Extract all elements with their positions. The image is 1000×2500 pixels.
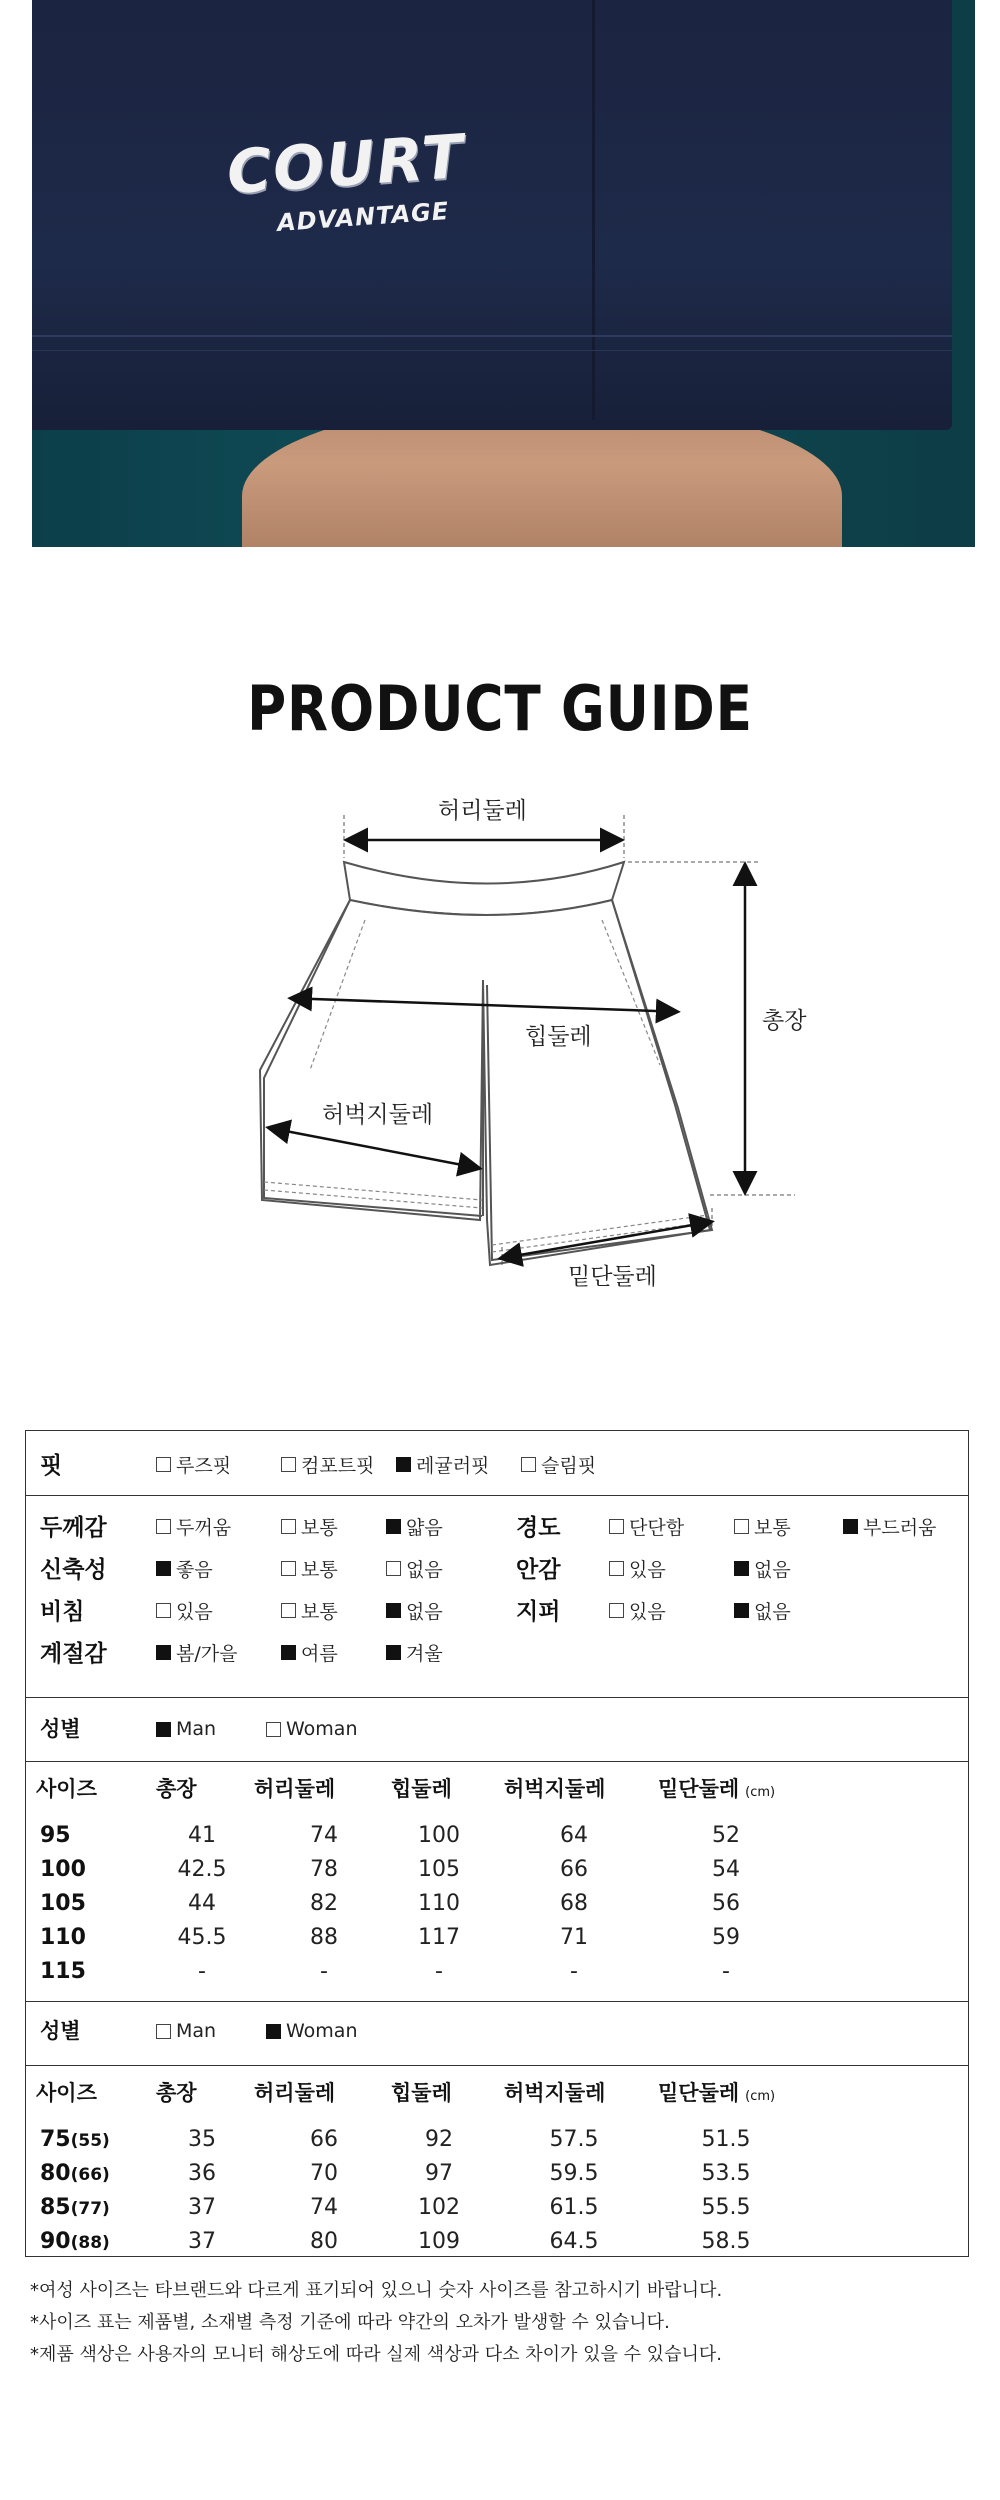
size-value-cell: 36 <box>188 2161 216 2186</box>
advantage-logo: ADVANTAGE <box>276 197 451 237</box>
attr-label-lining: 안감 <box>516 1557 561 1583</box>
checkbox-icon <box>156 1603 171 1618</box>
size-value-cell: 70 <box>310 2161 338 2186</box>
divider <box>26 1495 968 1496</box>
checkbox-checked-icon <box>266 2024 281 2039</box>
attr-option: 있음 <box>156 1597 213 1624</box>
waist-label: 허리둘레 <box>438 798 527 824</box>
gender-label-men: 성별 <box>40 1717 81 1741</box>
attr-label-hardness: 경도 <box>516 1515 561 1541</box>
size-value-cell: 109 <box>418 2229 460 2254</box>
attr-option: 부드러움 <box>843 1513 936 1540</box>
size-value-cell: 44 <box>188 1891 216 1916</box>
gender-option-woman: Woman <box>266 2020 358 2042</box>
checkbox-checked-icon <box>156 1722 171 1737</box>
checkbox-checked-icon <box>843 1519 858 1534</box>
size-value-cell: - <box>570 1959 578 1984</box>
size-label: 75(55) <box>40 2127 110 2152</box>
fit-option-loose: 루즈핏 <box>156 1451 231 1478</box>
size-value-cell: 64.5 <box>549 2229 599 2254</box>
attr-option: 있음 <box>609 1597 666 1624</box>
size-value-cell: 110 <box>418 1891 460 1916</box>
checkbox-icon <box>609 1519 624 1534</box>
header-waist: 허리둘레 <box>254 2081 336 2105</box>
size-value-cell: 66 <box>310 2127 338 2152</box>
size-value-cell: 37 <box>188 2195 216 2220</box>
checkbox-checked-icon <box>156 1645 171 1660</box>
attr-option: 보통 <box>281 1513 338 1540</box>
size-value-cell: 92 <box>425 2127 453 2152</box>
header-waist: 허리둘레 <box>254 1777 336 1801</box>
attr-option: 얇음 <box>386 1513 443 1540</box>
product-info-table <box>25 1430 969 2257</box>
court-logo: COURT <box>224 121 468 209</box>
attr-option: 여름 <box>281 1639 338 1666</box>
size-value-cell: 58.5 <box>701 2229 751 2254</box>
size-value-cell: 37 <box>188 2229 216 2254</box>
attr-option: 없음 <box>386 1597 443 1624</box>
checkbox-icon <box>281 1519 296 1534</box>
header-thigh: 허벅지둘레 <box>504 2081 606 2105</box>
attr-option: 두꺼움 <box>156 1513 231 1540</box>
hem-seam <box>32 335 952 337</box>
size-value-cell: - <box>198 1959 206 1984</box>
size-value-cell: 51.5 <box>701 2127 751 2152</box>
fit-label: 핏 <box>40 1453 63 1479</box>
size-value-cell: 100 <box>418 1823 460 1848</box>
thigh-label: 허벅지둘레 <box>322 1102 434 1128</box>
size-value-cell: - <box>320 1959 328 1984</box>
size-value-cell: - <box>435 1959 443 1984</box>
size-label: 110 <box>40 1925 86 1950</box>
size-value-cell: 45.5 <box>177 1925 227 1950</box>
hem-seam-lower <box>32 350 952 351</box>
divider <box>26 2001 968 2002</box>
attr-option: 좋음 <box>156 1555 213 1582</box>
checkbox-icon <box>609 1561 624 1576</box>
gender-option-woman: Woman <box>266 1718 358 1740</box>
size-value-cell: 59 <box>712 1925 740 1950</box>
size-value-cell: 97 <box>425 2161 453 2186</box>
size-value-cell: 105 <box>418 1857 460 1882</box>
size-value-cell: 64 <box>560 1823 588 1848</box>
checkbox-checked-icon <box>734 1603 749 1618</box>
checkbox-checked-icon <box>156 1561 171 1576</box>
header-length: 총장 <box>156 2081 197 2105</box>
checkbox-icon <box>521 1457 536 1472</box>
attr-option: 보통 <box>281 1555 338 1582</box>
size-label: 95 <box>40 1823 71 1848</box>
gender-option-man: Man <box>156 2020 216 2042</box>
size-label: 115 <box>40 1959 86 1984</box>
size-value-cell: 35 <box>188 2127 216 2152</box>
checkbox-icon <box>281 1457 296 1472</box>
attr-option: 있음 <box>609 1555 666 1582</box>
checkbox-checked-icon <box>386 1645 401 1660</box>
page-title: PRODUCT GUIDE <box>247 672 753 745</box>
size-value-cell: 66 <box>560 1857 588 1882</box>
size-value-cell: 55.5 <box>701 2195 751 2220</box>
header-hem: 밑단둘레 (cm) <box>658 1777 776 1801</box>
fit-option-slim: 슬림핏 <box>521 1451 596 1478</box>
size-value-cell: 74 <box>310 1823 338 1848</box>
checkbox-icon <box>156 2024 171 2039</box>
size-value-cell: 41 <box>188 1823 216 1848</box>
hem-label: 밑단둘레 <box>568 1264 657 1290</box>
checkbox-icon <box>266 1722 281 1737</box>
checkbox-icon <box>156 1457 171 1472</box>
gender-label-women: 성별 <box>40 2019 81 2043</box>
checkbox-icon <box>281 1561 296 1576</box>
attr-option: 단단함 <box>609 1513 684 1540</box>
attr-label-stretch: 신축성 <box>40 1557 107 1583</box>
size-label: 80(66) <box>40 2161 110 2186</box>
shorts-diagram <box>240 790 820 1310</box>
attr-option: 보통 <box>281 1597 338 1624</box>
checkbox-icon <box>386 1561 401 1576</box>
size-value-cell: 88 <box>310 1925 338 1950</box>
attr-option: 겨울 <box>386 1639 443 1666</box>
checkbox-checked-icon <box>386 1603 401 1618</box>
checkbox-icon <box>609 1603 624 1618</box>
checkbox-icon <box>734 1519 749 1534</box>
size-label: 100 <box>40 1857 86 1882</box>
divider <box>26 1761 968 1762</box>
header-thigh: 허벅지둘레 <box>504 1777 606 1801</box>
header-hip: 힙둘레 <box>391 1777 452 1801</box>
size-label: 105 <box>40 1891 86 1916</box>
attr-label-sheer: 비침 <box>40 1599 85 1625</box>
divider <box>26 2065 968 2066</box>
header-size: 사이즈 <box>36 2081 97 2105</box>
size-value-cell: 74 <box>310 2195 338 2220</box>
checkbox-checked-icon <box>386 1519 401 1534</box>
size-value-cell: 59.5 <box>549 2161 599 2186</box>
divider <box>26 1697 968 1698</box>
size-label: 85(77) <box>40 2195 110 2220</box>
size-value-cell: 56 <box>712 1891 740 1916</box>
size-value-cell: 53.5 <box>701 2161 751 2186</box>
size-value-cell: 71 <box>560 1925 588 1950</box>
hip-label: 힙둘레 <box>525 1024 592 1050</box>
header-hem: 밑단둘레 (cm) <box>658 2081 776 2105</box>
note-women-size: *여성 사이즈는 타브랜드와 다르게 표기되어 있으니 숫자 사이즈를 참고하시기 바랍니다. <box>30 2280 723 2301</box>
attr-option: 보통 <box>734 1513 791 1540</box>
size-value-cell: - <box>722 1959 730 1984</box>
size-value-cell: 52 <box>712 1823 740 1848</box>
size-value-cell: 80 <box>310 2229 338 2254</box>
gender-option-man: Man <box>156 1718 216 1740</box>
attr-option: 봄/가을 <box>156 1639 237 1666</box>
size-value-cell: 117 <box>418 1925 460 1950</box>
size-value-cell: 102 <box>418 2195 460 2220</box>
attr-label-zipper: 지퍼 <box>516 1599 561 1625</box>
product-photo <box>32 0 975 547</box>
fit-option-comfort: 컴포트핏 <box>281 1451 374 1478</box>
fit-option-regular: 레귤러핏 <box>396 1451 489 1478</box>
size-label: 90(88) <box>40 2229 110 2254</box>
checkbox-checked-icon <box>396 1457 411 1472</box>
size-value-cell: 61.5 <box>549 2195 599 2220</box>
header-hip: 힙둘레 <box>391 2081 452 2105</box>
attr-option: 없음 <box>734 1555 791 1582</box>
attr-label-thickness: 두께감 <box>40 1515 107 1541</box>
size-value-cell: 54 <box>712 1857 740 1882</box>
fabric-fold <box>592 0 595 420</box>
note-color: *제품 색상은 사용자의 모니터 해상도에 따라 실제 색상과 다소 차이가 있을 수 있습니다. <box>30 2344 722 2365</box>
size-value-cell: 57.5 <box>549 2127 599 2152</box>
checkbox-icon <box>281 1603 296 1618</box>
attr-option: 없음 <box>734 1597 791 1624</box>
checkbox-icon <box>156 1519 171 1534</box>
checkbox-checked-icon <box>281 1645 296 1660</box>
size-value-cell: 42.5 <box>177 1857 227 1882</box>
header-size: 사이즈 <box>36 1777 97 1801</box>
size-value-cell: 68 <box>560 1891 588 1916</box>
note-measurement: *사이즈 표는 제품별, 소재별 측정 기준에 따라 약간의 오차가 발생할 수 있습니다. <box>30 2312 670 2333</box>
size-value-cell: 78 <box>310 1857 338 1882</box>
attr-option: 없음 <box>386 1555 443 1582</box>
shorts-fabric <box>32 0 952 430</box>
header-length: 총장 <box>156 1777 197 1801</box>
length-label: 총장 <box>762 1008 807 1034</box>
checkbox-checked-icon <box>734 1561 749 1576</box>
attr-label-season: 계절감 <box>40 1641 107 1667</box>
size-value-cell: 82 <box>310 1891 338 1916</box>
